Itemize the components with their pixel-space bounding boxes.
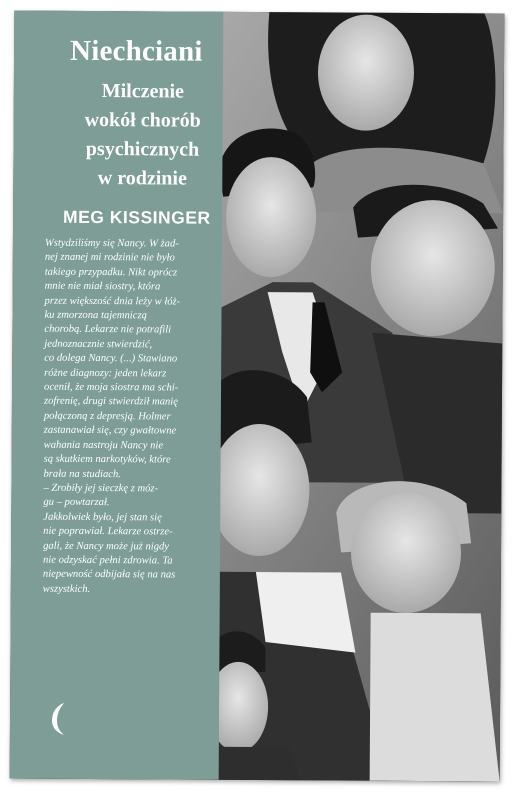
blurb-line: różne diagnozy: jeden lekarz xyxy=(44,367,167,380)
blurb-line: jednoznacznie stwierdzić, xyxy=(44,338,153,351)
blurb-line: zofrenię, drugi stwierdził manię xyxy=(43,396,178,408)
blurb-line: nej znanej mi rodzinie nie było xyxy=(44,252,175,264)
blurb-line: mnie nie miał siostry, która xyxy=(44,280,161,293)
blurb-line: ku zmorzona tajemniczą xyxy=(44,309,147,322)
blurb-line: przez większość dnia leży w łóż- xyxy=(44,295,181,308)
blurb-line: – Zrobiły jej sieczkę z móz- xyxy=(43,482,159,495)
subtitle-line: Milczenie xyxy=(101,80,185,103)
blurb-line: Wstydziliśmy się Nancy. W żad- xyxy=(44,237,179,250)
blurb-line: brała na studiach. xyxy=(43,468,121,480)
cover-blurb xyxy=(43,237,215,598)
blurb-line: gali, że Nancy może już nigdy xyxy=(43,540,170,552)
book-subtitle xyxy=(67,77,218,194)
blurb-line: nie poprawiał. Lekarze ostrze- xyxy=(43,525,173,538)
blurb-line: nie odzyskać pełni zdrowia. Ta xyxy=(42,554,173,567)
blurb-line: są skutkiem narkotyków, które xyxy=(43,453,171,466)
book-title: Niechciani xyxy=(70,34,203,68)
blurb-line: co dolega Nancy. (...) Stawiano xyxy=(44,352,178,365)
blurb-line: wahania nastroju Nancy nie xyxy=(43,439,164,452)
blurb-line: wszystkich. xyxy=(42,583,91,595)
blurb-line: Jakkolwiek było, jej stan się xyxy=(43,511,162,524)
book-cover xyxy=(10,11,505,782)
blurb-line: zastanawiał się, czy gwałtowne xyxy=(43,424,177,437)
blurb-line: takiego przypadku. Nikt oprócz xyxy=(44,266,178,279)
blurb-line: chorobą. Lekarze nie potrafili xyxy=(44,324,172,336)
author-name: MEG KISSINGER xyxy=(63,206,211,228)
subtitle-line: w rodzinie xyxy=(97,167,187,190)
blurb-line: gu – powtarzał. xyxy=(43,497,110,509)
blurb-line: niepewność odbijała się na nas xyxy=(42,569,176,581)
blurb-line: ocenił, że moja siostra ma schi- xyxy=(44,381,179,394)
publisher-logo-icon xyxy=(50,701,66,737)
blurb-line: połączoną z depresją. Holmer xyxy=(43,410,171,423)
subtitle-line: wokół chorób xyxy=(84,108,201,132)
subtitle-line: psychicznych xyxy=(85,137,200,161)
